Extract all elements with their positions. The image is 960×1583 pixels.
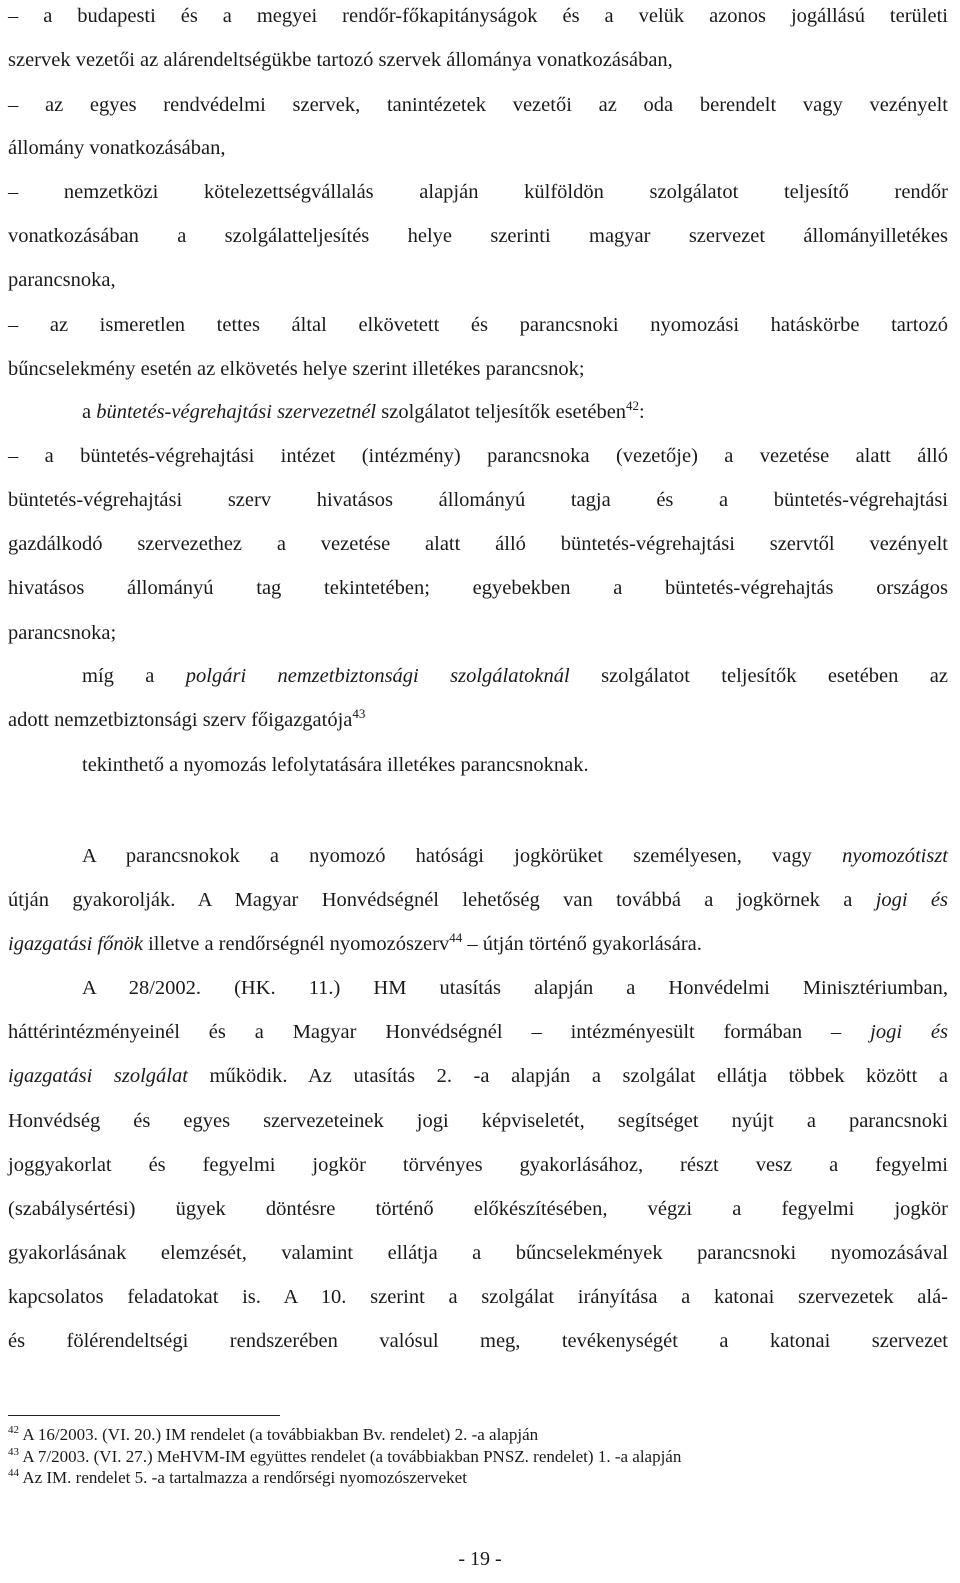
text-line: parancsnoka; [8, 622, 117, 644]
text-run: háttérintézményeinél és a Magyar Honvédségnél – intézményesült formában – [8, 1021, 871, 1043]
text-run: szolgálatot teljesítők esetében [376, 401, 627, 423]
page-number: - 19 - [458, 1548, 502, 1570]
text-line: Honvédség és egyes szervezeteinek jogi képviseletét, segítséget nyújt a parancsnoki [8, 1110, 948, 1132]
text-line: hivatásos állományú tag tekintetében; egyebekben a büntetés-végrehajtás országos [8, 577, 948, 599]
text-line [82, 842, 948, 870]
text-run: míg a [82, 665, 186, 687]
italic-term: jogi és [875, 889, 949, 911]
footnote-ref[interactable]: 43 [352, 706, 366, 721]
footnote-ref[interactable]: 42 [626, 398, 640, 413]
text-line: gazdálkodó szervezethez a vezetése alatt álló büntetés-végrehajtási szervtől vezényelt [8, 533, 948, 555]
text-line: joggyakorlat és fegyelmi jogkör törvényes gyakorlásához, részt vesz a fegyelmi [8, 1154, 948, 1176]
italic-term: jogi és [870, 1021, 948, 1043]
italic-term: büntetés-végrehajtási szervezetnél [96, 401, 377, 423]
footnote-number: 42 [8, 1424, 19, 1436]
footnote-separator [8, 1415, 280, 1416]
text-line: gyakorlásának elemzését, valamint ellátja a bűncselekmények parancsnoki nyomozásával [8, 1242, 948, 1264]
footnote-number: 44 [8, 1467, 19, 1479]
text-run: működik. Az utasítás 2. -a alapján a szolgálat ellátja többek között a [187, 1065, 948, 1087]
text-line: – a budapesti és a megyei rendőr-főkapitányságok és a velük azonos jogállású területi [8, 5, 948, 27]
footnote-text: A 16/2003. (VI. 20.) IM rendelet (a továbbiakban Bv. rendelet) 2. -a alapján [22, 1425, 539, 1444]
text-run: – útján történő gyakorlására. [462, 933, 702, 955]
text-line: bűncselekmény esetén az elkövetés helye szerint illetékes parancsnok; [8, 358, 585, 380]
italic-term: nyomozótiszt [842, 845, 948, 867]
footnote-number: 43 [8, 1446, 19, 1458]
text-line: parancsnoka, [8, 269, 116, 291]
text-run: : [639, 401, 645, 423]
text-run: útján gyakorolják. A Magyar Honvédségnél lehetőség van továbbá a jogkörnek a [8, 889, 876, 911]
text-line: kapcsolatos feladatokat is. A 10. szerint a szolgálat irányítása a katonai szervezetek alá- [8, 1286, 948, 1308]
italic-term: igazgatási szolgálat [8, 1065, 188, 1087]
text-line [8, 930, 948, 958]
text-line [8, 1018, 948, 1046]
text-line: – az egyes rendvédelmi szervek, tanintézetek vezetői az oda berendelt vagy vezényelt [8, 94, 948, 116]
text-line [8, 706, 948, 734]
text-line [8, 1062, 948, 1090]
text-run: a [82, 401, 97, 423]
text-line [82, 398, 948, 426]
text-run: szolgálatot teljesítők esetében az [569, 665, 948, 687]
italic-term: polgári nemzetbiztonsági szolgálatoknál [185, 665, 570, 687]
footnote [8, 1446, 948, 1467]
footnote-text: A 7/2003. (VI. 27.) MeHVM-IM együttes rendelet (a továbbiakban PNSZ. rendelet) 1. -a alapján [22, 1447, 682, 1466]
footnote-text: Az IM. rendelet 5. -a tartalmazza a rendőrségi nyomozószerveket [22, 1468, 467, 1487]
text-line: – nemzetközi kötelezettségvállalás alapján külföldön szolgálatot teljesítő rendőr [8, 181, 948, 203]
text-line: szervek vezetői az alárendeltségükbe tartozó szervek állománya vonatkozásában, [8, 49, 673, 71]
text-run: illetve a rendőrségnél nyomozószerv [142, 933, 450, 955]
text-run: adott nemzetbiztonsági szerv főigazgatója [8, 709, 353, 731]
text-line: tekinthető a nyomozás lefolytatására illetékes parancsnoknak. [82, 754, 589, 776]
text-run: A parancsnokok a nyomozó hatósági jogkörüket személyesen, vagy [82, 845, 843, 867]
text-line: – a büntetés-végrehajtási intézet (intézmény) parancsnoka (vezetője) a vezetése alatt álló [8, 445, 948, 467]
italic-term: igazgatási főnök [8, 933, 143, 955]
text-line: A 28/2002. (HK. 11.) HM utasítás alapján a Honvédelmi Minisztériumban, [82, 977, 948, 999]
text-line: vonatkozásában a szolgálatteljesítés helye szerinti magyar szervezet állományilletékes [8, 225, 948, 247]
text-line: állomány vonatkozásában, [8, 137, 226, 159]
text-line [82, 662, 948, 690]
footnote-ref[interactable]: 44 [449, 930, 463, 945]
footnote [8, 1424, 948, 1445]
text-line: és fölérendeltségi rendszerében valósul meg, tevékenységét a katonai szervezet [8, 1330, 948, 1352]
text-line [8, 886, 948, 914]
text-line: (szabálysértési) ügyek döntésre történő előkészítésében, végzi a fegyelmi jogkör [8, 1198, 948, 1220]
text-line: – az ismeretlen tettes által elkövetett és parancsnoki nyomozási hatáskörbe tartozó [8, 314, 948, 336]
footnote [8, 1467, 948, 1488]
text-line: büntetés-végrehajtási szerv hivatásos állományú tagja és a büntetés-végrehajtási [8, 489, 948, 511]
